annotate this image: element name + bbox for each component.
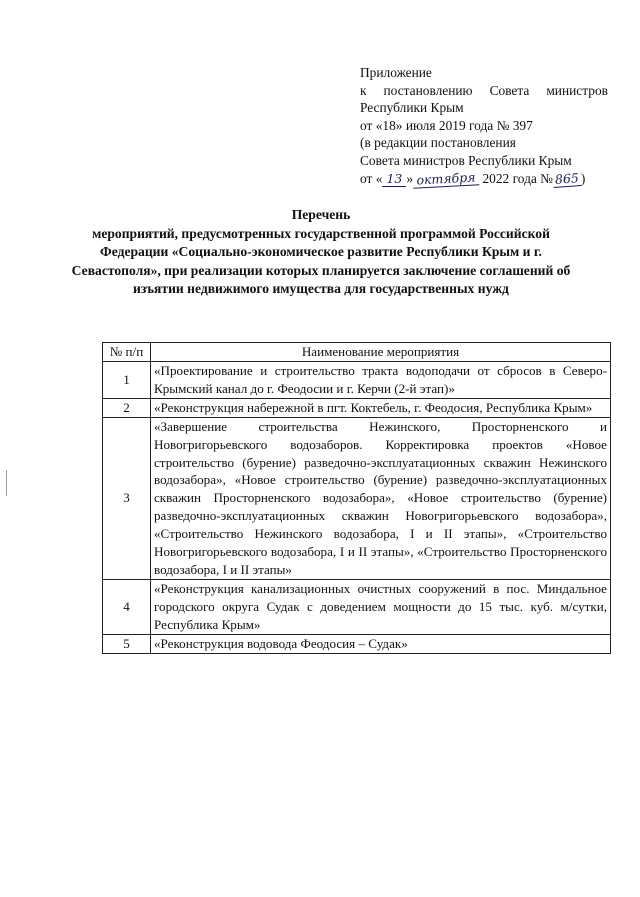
row-number: 2 xyxy=(103,398,151,417)
handwritten-month: октября xyxy=(413,170,480,188)
table-header-row xyxy=(103,343,611,362)
appendix-word: Совета xyxy=(489,82,530,98)
appendix-word: к xyxy=(360,82,367,98)
appendix-council: Совета министров Республики Крым xyxy=(360,152,572,168)
revision-date-prefix: от « xyxy=(360,170,383,186)
scan-artifact xyxy=(6,470,7,496)
row-measure-name: «Завершение строительства Нежинского, Просторненского и Новогригорьевского водозаборов. Корректировка проектов «Новое строительство (бурение) разведочно-эксплуатационных скважин Нежинского водозабора», «Новое строительство (бурение) разведочно-эксплуатационных скважин Просторненского водозабора», «Новое строительство (бурение) разведочно-эксплуатационных скважин Новогригорьевского водозабора», «Строительство Нежинского водозабора, I и II этапы», «Строительство Новогригорьевского водозабора, I и II этапы», «Строительство Просторненского водозабора, I и II этапы» xyxy=(151,417,611,579)
appendix-block xyxy=(360,64,608,187)
title-heading: Перечень xyxy=(291,207,351,222)
appendix-word: постановлению xyxy=(383,82,473,98)
handwritten-day: 13 xyxy=(382,172,406,187)
appendix-resolution-line xyxy=(360,82,608,100)
table-row xyxy=(103,634,611,653)
appendix-label: Приложение xyxy=(360,65,432,80)
table-row xyxy=(103,362,611,399)
row-measure-name: «Реконструкция набережной в пгт. Коктебель, г. Феодосия, Республика Крым» xyxy=(151,398,611,417)
row-number: 5 xyxy=(103,634,151,653)
table-row xyxy=(103,579,611,634)
row-measure-name: «Реконструкция водовода Феодосия – Судак» xyxy=(151,634,611,653)
revision-date-quote: » xyxy=(406,170,414,186)
revision-date-suffix: ) xyxy=(580,170,586,186)
table-row xyxy=(103,398,611,417)
table-row xyxy=(103,417,611,579)
row-number: 3 xyxy=(103,417,151,579)
appendix-revision-note: (в редакции постановления xyxy=(360,135,516,151)
header-name: Наименование мероприятия xyxy=(151,343,611,362)
handwritten-number: 865 xyxy=(552,171,581,188)
appendix-original-date: от «18» июля 2019 года № 397 xyxy=(360,117,533,133)
revision-date-year: 2022 года № xyxy=(479,170,553,186)
row-measure-name: «Проектирование и строительство тракта водоподачи от сбросов в Северо-Крымский канал до г. Феодосии и г. Керчи (2-й этап)» xyxy=(151,362,611,399)
header-num: № п/п xyxy=(103,343,151,362)
appendix-republic: Республики Крым xyxy=(360,100,464,116)
title-body: мероприятий, предусмотренных государственной программой Российской Федерации «Социально-экономическое развитие Республики Крым и г. Севастополя», при реализации которых планируется заключение соглашений об изъятии недвижимого имущества для государственных нужд xyxy=(71,226,571,296)
row-number: 1 xyxy=(103,362,151,399)
row-measure-name: «Реконструкция канализационных очистных сооружений в пос. Миндальное городского округа Судак с доведением мощности до 15 тыс. куб. м/сутки, Республика Крым» xyxy=(151,579,611,634)
appendix-word: министров xyxy=(546,82,608,98)
appendix-revision-date xyxy=(360,170,608,188)
document-title xyxy=(60,206,582,298)
row-number: 4 xyxy=(103,579,151,634)
measures-table xyxy=(102,342,611,654)
